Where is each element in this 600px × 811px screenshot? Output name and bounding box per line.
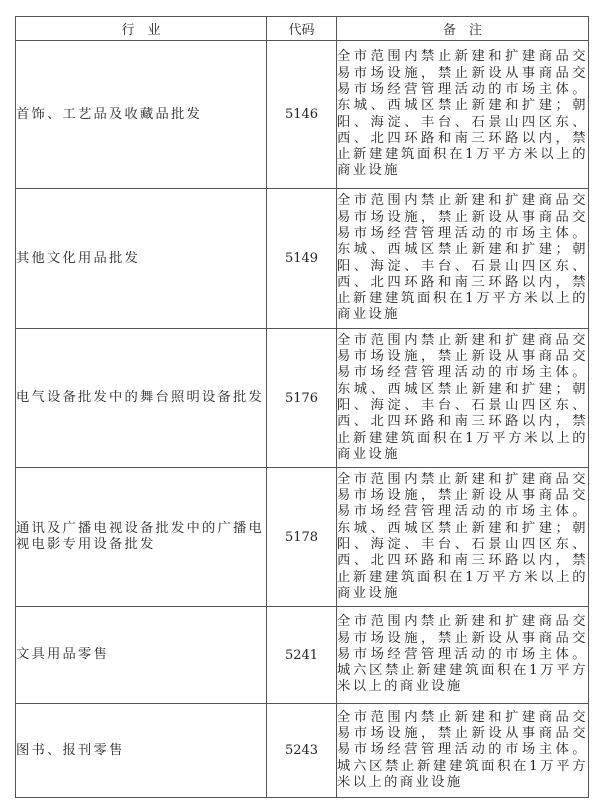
header-note: 备 注: [337, 17, 589, 41]
note-cell: 全市范围内禁止新建和扩建商品交易市场设施，禁止新设从事商品交易市场经营管理活动的市场主体。城六区禁止新建建筑面积在1万平方米以上的商业设施: [337, 704, 589, 798]
note-cell: 全市范围内禁止新建和扩建商品交易市场设施，禁止新设从事商品交易市场经营管理活动的市场主体。城六区禁止新建建筑面积在1万平方米以上的商业设施: [337, 607, 589, 704]
note-cell: 全市范围内禁止新建和扩建商品交易市场设施，禁止新设从事商品交易市场经营管理活动的市场主体。东城、西城区禁止新建和扩建；朝阳、海淀、丰台、石景山四区东、西、北四环路和南三环路以内，禁止新建建筑面积在1万平方米以上的商业设施: [337, 41, 589, 189]
code-cell: 5178: [267, 468, 337, 607]
industry-cell: 图书、报刊零售: [16, 704, 267, 798]
table-row: [16, 189, 589, 329]
code-cell: 5176: [267, 329, 337, 468]
table-row: [16, 329, 589, 468]
table-row: [16, 704, 589, 798]
code-cell: 5146: [267, 41, 337, 189]
table-row: [16, 41, 589, 189]
industry-restriction-table: [15, 16, 589, 798]
note-cell: 全市范围内禁止新建和扩建商品交易市场设施，禁止新设从事商品交易市场经营管理活动的市场主体。东城、西城区禁止新建和扩建；朝阳、海淀、丰台、石景山四区东、西、北四环路和南三环路以内，禁止新建建筑面积在1万平方米以上的商业设施: [337, 189, 589, 329]
industry-cell: 通讯及广播电视设备批发中的广播电视电影专用设备批发: [16, 468, 267, 607]
industry-cell: 电气设备批发中的舞台照明设备批发: [16, 329, 267, 468]
code-cell: 5241: [267, 607, 337, 704]
industry-cell: 文具用品零售: [16, 607, 267, 704]
header-code: 代码: [267, 17, 337, 41]
note-cell: 全市范围内禁止新建和扩建商品交易市场设施，禁止新设从事商品交易市场经营管理活动的市场主体。东城、西城区禁止新建和扩建；朝阳、海淀、丰台、石景山四区东、西、北四环路和南三环路以内，禁止新建建筑面积在1万平方米以上的商业设施: [337, 468, 589, 607]
header-industry: 行 业: [16, 17, 267, 41]
table-row: [16, 468, 589, 607]
code-cell: 5149: [267, 189, 337, 329]
industry-cell: 首饰、工艺品及收藏品批发: [16, 41, 267, 189]
table-row: [16, 607, 589, 704]
table-header-row: [16, 17, 589, 41]
industry-cell: 其他文化用品批发: [16, 189, 267, 329]
code-cell: 5243: [267, 704, 337, 798]
note-cell: 全市范围内禁止新建和扩建商品交易市场设施，禁止新设从事商品交易市场经营管理活动的市场主体。东城、西城区禁止新建和扩建；朝阳、海淀、丰台、石景山四区东、西、北四环路和南三环路以内，禁止新建建筑面积在1万平方米以上的商业设施: [337, 329, 589, 468]
